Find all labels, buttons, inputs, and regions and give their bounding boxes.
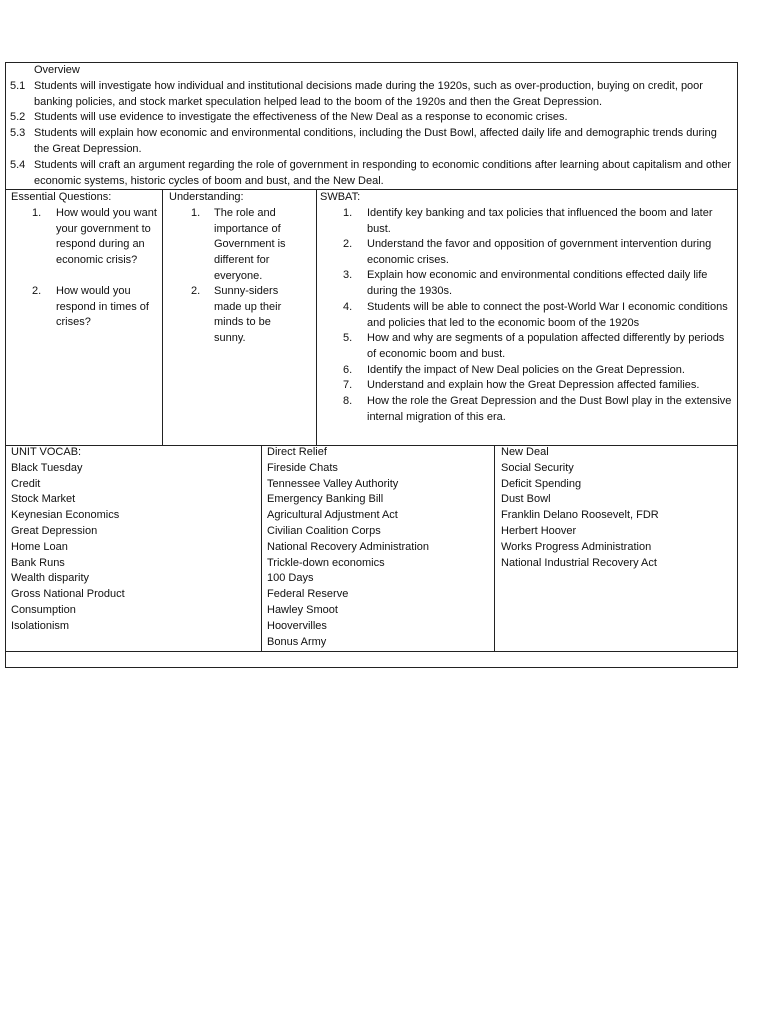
vocab-term: Herbert Hoover: [501, 524, 577, 537]
vocab-term: Wealth disparity: [11, 572, 90, 585]
vocab-term: Bonus Army: [267, 635, 327, 648]
understanding-number: 1.: [191, 207, 201, 219]
col-divider-vocab-1: [261, 445, 262, 651]
standard-number: 5.2: [10, 111, 26, 123]
vocab-term: Keynesian Economics: [11, 509, 120, 522]
vocab-term: Gross National Product: [11, 588, 125, 601]
vocab-column-2: [267, 445, 429, 650]
vocab-term: Hawley Smoot: [267, 603, 338, 616]
vocab-term: Hoovervilles: [267, 619, 327, 632]
vocab-term: Works Progress Administration: [501, 540, 652, 553]
vocab-term: National Recovery Administration: [267, 540, 430, 553]
vocab-column-3: [501, 445, 659, 571]
standard-text: Students will investigate how individual and institutional decisions made during the 1920s, such as over-production, buying on credit, poor banking policies, and stock market speculation helped lead to the boom of the 1920s and then the Great Depression.: [34, 80, 703, 108]
swbat-text: Identify key banking and tax policies that influenced the boom and later bust.: [367, 207, 713, 235]
vocab-term: New Deal: [501, 446, 549, 458]
understanding-number: 2.: [191, 285, 201, 297]
vocab-term: National Industrial Recovery Act: [501, 556, 657, 569]
swbat-number: 1.: [343, 207, 353, 219]
vocab-term: Home Loan: [11, 540, 68, 553]
swbat-number: 7.: [343, 379, 353, 391]
eq-text: How would you respond in times of crises?: [56, 285, 149, 329]
vocab-heading: UNIT VOCAB:: [11, 446, 82, 458]
vocab-term: Consumption: [11, 603, 76, 616]
essential-questions-heading: Essential Questions:: [11, 191, 112, 203]
swbat-text: Understand and explain how the Great Depression affected families.: [367, 379, 700, 391]
swbat-number: 3.: [343, 269, 353, 281]
standard-number: 5.4: [10, 159, 26, 171]
eq-text: How would you want your government to respond during an economic crisis?: [56, 207, 157, 267]
swbat-text: Understand the favor and opposition of government intervention during economic crises.: [367, 238, 712, 266]
vocab-column-1: [11, 445, 125, 635]
understanding-text: Sunny-siders made up their minds to be sunny.: [214, 285, 282, 345]
vocab-term: Fireside Chats: [267, 461, 338, 474]
vocab-term: Bank Runs: [11, 556, 65, 569]
swbat-text: Identify the impact of New Deal policies on the Great Depression.: [367, 364, 685, 376]
vocab-term: Isolationism: [11, 619, 70, 632]
swbat-text: Students will be able to connect the post-World War I economic conditions and policies that led to the economic boom of the 1920s: [367, 301, 728, 329]
swbat-text: Explain how economic and environmental conditions effected daily life during the 1930s.: [367, 269, 708, 297]
standard-text: Students will use evidence to investigate the effectiveness of the New Deal as a response to economic crises.: [34, 111, 568, 123]
vocab-term: Credit: [11, 477, 41, 490]
vocab-term: Franklin Delano Roosevelt, FDR: [501, 509, 659, 522]
understanding-text: The role and importance of Government is different for everyone.: [214, 207, 286, 282]
vocab-term: Emergency Banking Bill: [267, 493, 384, 506]
swbat-heading: SWBAT:: [320, 191, 361, 203]
eq-number: 1.: [32, 207, 42, 219]
swbat-number: 4.: [343, 301, 353, 313]
vocab-term: Direct Relief: [267, 446, 327, 458]
swbat-number: 8.: [343, 395, 353, 407]
vocab-term: 100 Days: [267, 572, 314, 585]
eq-number: 2.: [32, 285, 42, 297]
vocab-term: Civilian Coalition Corps: [267, 524, 381, 537]
swbat-number: 5.: [343, 332, 353, 344]
col-divider-understanding: [316, 189, 317, 445]
vocab-term: Agricultural Adjustment Act: [267, 509, 398, 522]
understanding-heading: Understanding:: [169, 191, 244, 203]
row-divider-footer: [5, 651, 738, 652]
vocab-term: Social Security: [501, 461, 574, 474]
swbat-number: 2.: [343, 238, 353, 250]
col-divider-vocab-2: [494, 445, 495, 651]
standard-text: Students will craft an argument regarding the role of government in responding to economic conditions after learning about capitalism and other economic systems, historic cycles of boom and bust, and the New Deal.: [34, 159, 732, 187]
swbat-text: How the role the Great Depression and the Dust Bowl play in the extensive internal migration of this era.: [367, 395, 732, 423]
standard-number: 5.3: [10, 127, 26, 139]
vocab-term: Great Depression: [11, 524, 98, 537]
overview-heading: Overview: [34, 64, 80, 76]
swbat-number: 6.: [343, 364, 353, 376]
vocab-term: Black Tuesday: [11, 461, 83, 474]
standard-number: 5.1: [10, 80, 26, 92]
col-divider-eq: [162, 189, 163, 445]
vocab-term: Federal Reserve: [267, 588, 349, 601]
vocab-term: Tennessee Valley Authority: [267, 477, 399, 490]
vocab-term: Deficit Spending: [501, 477, 582, 490]
swbat-text: How and why are segments of a population affected differently by periods of economic boom and bust.: [367, 332, 725, 360]
vocab-term: Stock Market: [11, 493, 76, 506]
vocab-term: Trickle-down economics: [267, 556, 385, 569]
standard-text: Students will explain how economic and environmental conditions, including the Dust Bowl, affected daily life and demographic trends during the Great Depression.: [34, 127, 717, 155]
vocab-term: Dust Bowl: [501, 493, 551, 506]
